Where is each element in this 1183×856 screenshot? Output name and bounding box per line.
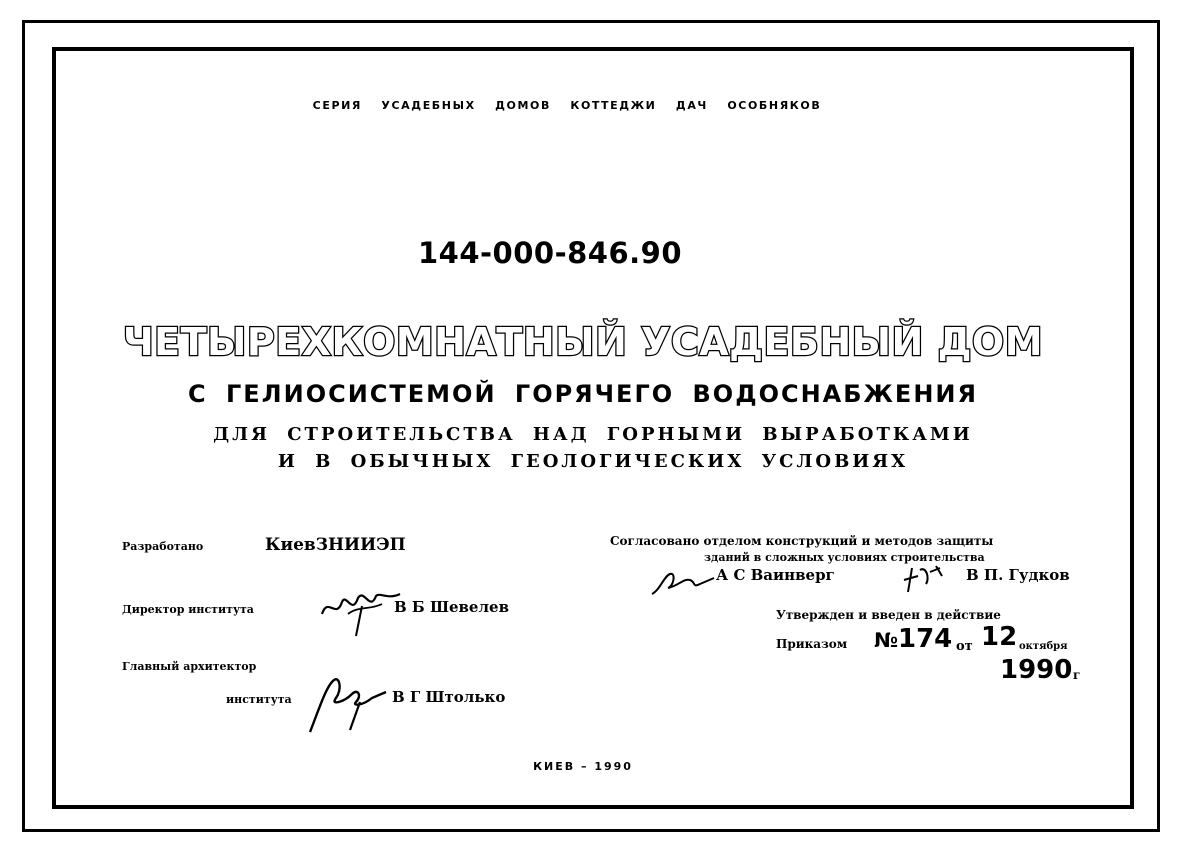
city-year: КИЕВ – 1990 (533, 760, 633, 773)
chief-architect-label-institute: института (226, 693, 292, 706)
agreed-name-2: В П. Гудков (966, 566, 1070, 584)
approved-line: Утвержден и введен в действие (776, 608, 1001, 622)
agreed-signature-2 (900, 562, 948, 596)
order-from: от (956, 639, 973, 654)
agreed-line-1: Согласовано отделом конструкций и методов защиты (610, 534, 994, 548)
order-label: Приказом (776, 637, 848, 651)
director-label: Директор института (122, 603, 254, 616)
order-year-suffix: г (1073, 668, 1081, 682)
order-number: 174 (898, 624, 953, 654)
director-name: В Б Шевелев (394, 598, 510, 616)
purpose-line-1: ДЛЯ СТРОИТЕЛЬСТВА НАД ГОРНЫМИ ВЫРАБОТКАМИ (213, 424, 973, 445)
agreed-line-2: зданий в сложных условиях строительства (704, 551, 985, 564)
purpose-line-2: И В ОБЫЧНЫХ ГЕОЛОГИЧЕСКИХ УСЛОВИЯХ (277, 451, 909, 472)
chief-architect-name: В Г Штолько (392, 688, 506, 706)
order-number-sign: № (874, 628, 899, 652)
order-month: октября (1019, 641, 1068, 652)
agreed-signature-1 (648, 566, 718, 600)
developer-organization: КиевЗНИИЭП (265, 535, 406, 555)
series-heading: СЕРИЯ УСАДЕБНЫХ ДОМОВ КОТТЕДЖИ ДАЧ ОСОБНЯКОВ (312, 99, 822, 112)
document-subtitle: С ГЕЛИОСИСТЕМОЙ ГОРЯЧЕГО ВОДОСНАБЖЕНИЯ (188, 380, 978, 408)
order-year: 1990 (1000, 655, 1073, 685)
agreed-name-1: А С Ваинверг (716, 566, 835, 584)
document-title: ЧЕТЫРЕХКОМНАТНЫЙ УСАДЕБНЫЙ ДОМ (122, 320, 1044, 364)
project-code: 144-000-846.90 (417, 236, 683, 270)
order-day: 12 (981, 622, 1018, 652)
chief-architect-signature (300, 672, 392, 736)
developed-label: Разработано (122, 540, 204, 553)
chief-architect-label: Главный архитектор (122, 660, 257, 673)
